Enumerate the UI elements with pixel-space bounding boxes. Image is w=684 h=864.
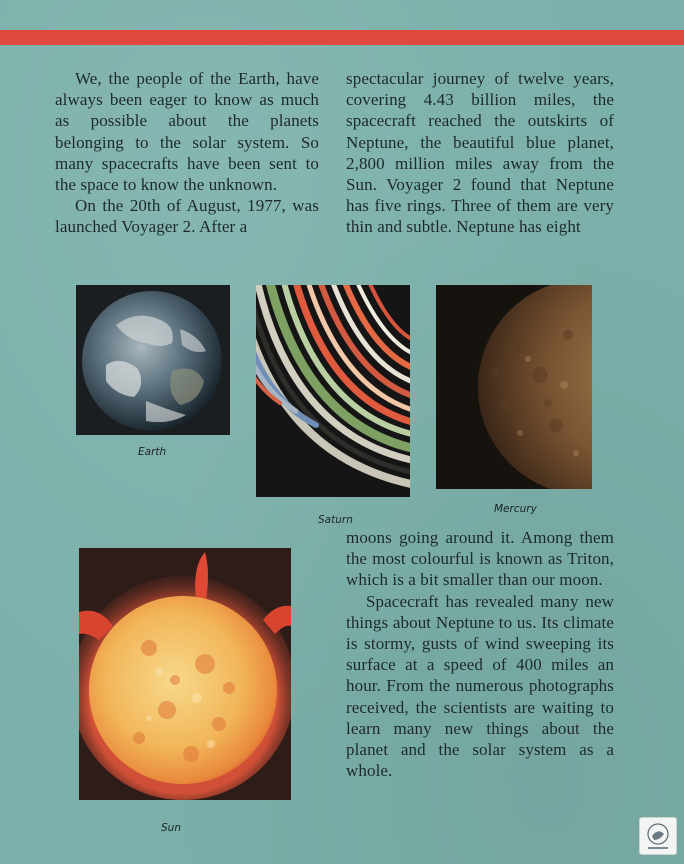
saturn-caption: Saturn <box>318 514 353 526</box>
top-red-band <box>0 30 684 45</box>
mercury-photo <box>436 285 592 489</box>
sun-photo <box>79 548 291 800</box>
saturn-rings-photo <box>256 285 410 497</box>
left-column-text <box>55 68 319 238</box>
paragraph-neptune-moons: moons going around it. Among them the most colourful is known as Triton, which is a bit smaller than our moon. <box>346 528 614 590</box>
paragraph-intro: We, the people of the Earth, have always been eager to know as much as possible about the planets belonging to the solar system. So many spacecrafts have been sent to the space to know the unknown. <box>55 69 319 195</box>
paragraph-neptune-journey: spectacular journey of twelve years, covering 4.43 billion miles, the spacecraft reached the outskirts of Neptune, the beautiful blue planet, 2,800 million miles away from the Sun. Voyager 2 found that Neptune has five rings. Three of them are very thin and subtle. Neptune has eight <box>346 69 614 237</box>
bottom-column-text <box>346 527 614 781</box>
mercury-caption: Mercury <box>494 503 537 515</box>
earth-photo <box>76 285 230 435</box>
earth-caption: Earth <box>138 446 167 458</box>
right-column-text <box>346 68 614 238</box>
paragraph-voyager-launch: On the 20th of August, 1977, was launched Voyager 2. After a <box>55 196 319 237</box>
logo-stamp-icon <box>639 817 677 855</box>
paragraph-neptune-discoveries: Spacecraft has revealed many new things about Neptune to us. Its climate is stormy, gusts of wind sweeping its surface at a speed of 400 miles an hour. From the numerous photographs received, the scientists are waiting to learn many new things about the planet and the solar system as a whole. <box>346 591 614 781</box>
sun-caption: Sun <box>161 822 181 834</box>
